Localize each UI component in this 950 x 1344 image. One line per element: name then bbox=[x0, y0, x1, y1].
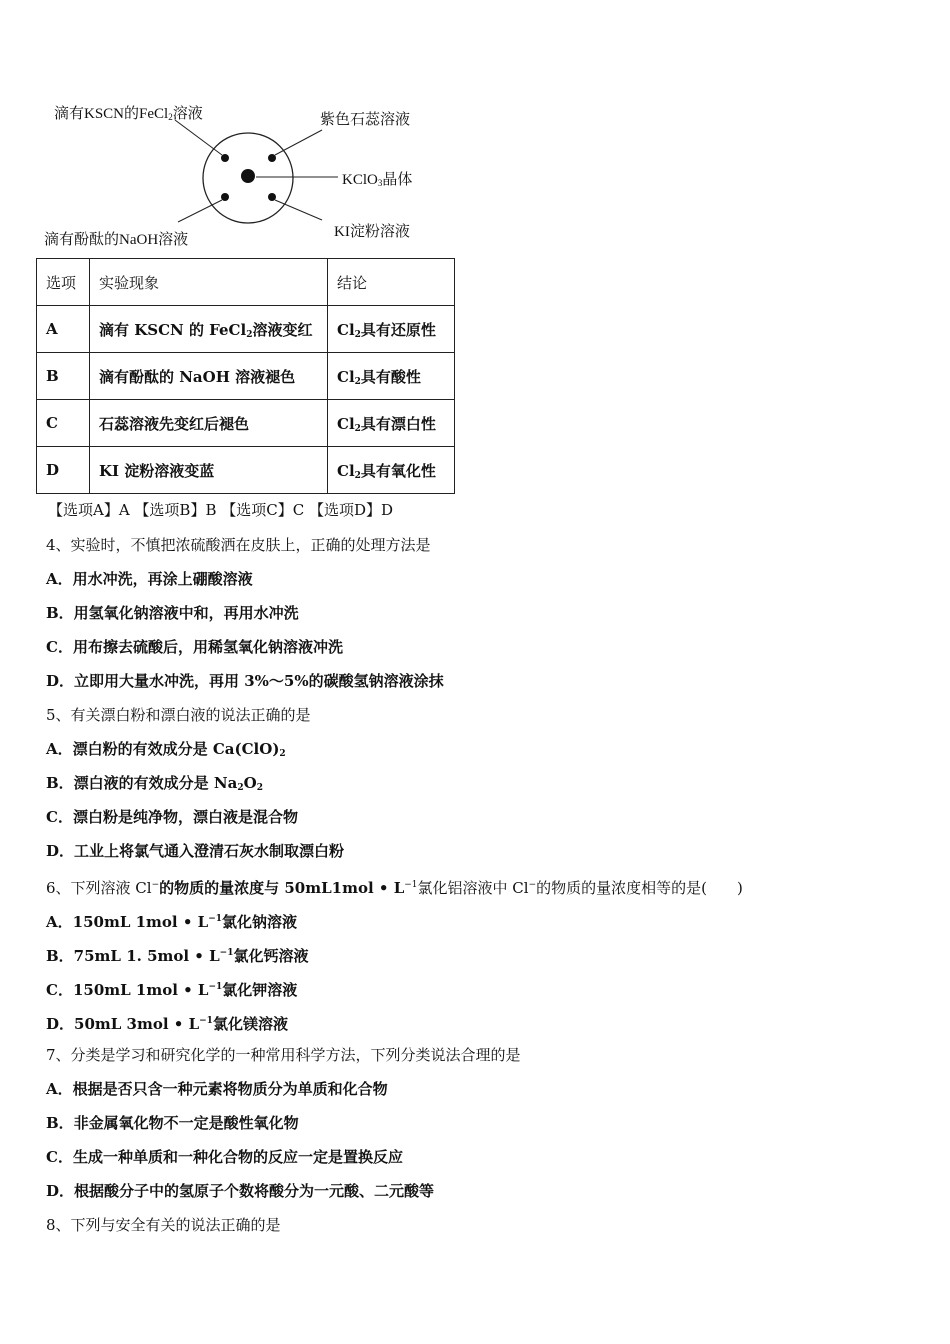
dot-top-right bbox=[268, 154, 276, 162]
leader-bottom-left bbox=[178, 200, 222, 222]
label-litmus: 紫色石蕊溶液 bbox=[320, 112, 411, 128]
q3-answer-options: 【选项A】A 【选项B】B 【选项C】C 【选项D】D bbox=[48, 501, 394, 519]
q7-option-b: B．非金属氧化物不一定是酸性氧化物 bbox=[46, 1114, 299, 1132]
dot-bottom-right bbox=[268, 193, 276, 201]
q7-option-a: A．根据是否只含一种元素将物质分为单质和化合物 bbox=[46, 1080, 388, 1098]
table-header-row bbox=[37, 259, 455, 306]
label-ki-starch: KI淀粉溶液 bbox=[334, 224, 410, 240]
q6-stem: 6、下列溶液 Cl−的物质的量浓度与 50mL1mol • $L^{-1}$氯化铝溶液中 Cl−的物质的量浓度相等的是( ) bbox=[46, 879, 743, 897]
q5-option-c: C．漂白粉是纯净物，漂白液是混合物 bbox=[46, 808, 298, 826]
table-row bbox=[37, 306, 455, 353]
row-conclusion: $Cl_2$具有漂白性 bbox=[328, 400, 455, 447]
leader-top-left bbox=[175, 120, 222, 155]
row-conclusion: $Cl_2$具有酸性 bbox=[328, 353, 455, 400]
q6-option-b: B．75mL 1. 5mol • $L^{-1}$氯化钙溶液 bbox=[46, 947, 309, 965]
q5-option-b: B．漂白液的有效成分是 $Na_2O_2$ bbox=[46, 774, 263, 793]
row-phenomenon: KI 淀粉溶液变蓝 bbox=[90, 447, 328, 494]
row-option: B bbox=[37, 353, 90, 400]
dot-bottom-left bbox=[221, 193, 229, 201]
q8-stem: 8、下列与安全有关的说法正确的是 bbox=[46, 1216, 281, 1234]
q7-option-c: C．生成一种单质和一种化合物的反应一定是置换反应 bbox=[46, 1148, 403, 1166]
dot-top-left bbox=[221, 154, 229, 162]
q4-option-b: B．用氢氧化钠溶液中和，再用水冲洗 bbox=[46, 604, 299, 622]
row-conclusion: $Cl_2$具有还原性 bbox=[328, 306, 455, 353]
q4-option-d: D．立即用大量水冲洗，再用 3%～5%的碳酸氢钠溶液涂抹 bbox=[46, 672, 444, 690]
table-row bbox=[37, 353, 455, 400]
label-fecl2: 滴有KSCN的FeCl$_2$溶液 bbox=[54, 106, 203, 122]
label-kclo3: KClO$_3$晶体 bbox=[342, 172, 413, 188]
row-phenomenon: 滴有酚酞的 NaOH 溶液褪色 bbox=[90, 353, 328, 400]
table-row bbox=[37, 447, 455, 494]
q5-option-d: D．工业上将氯气通入澄清石灰水制取漂白粉 bbox=[46, 842, 345, 860]
q7-stem: 7、分类是学习和研究化学的一种常用科学方法，下列分类说法合理的是 bbox=[46, 1046, 521, 1064]
q4-option-c: C．用布擦去硫酸后，用稀氢氧化钠溶液冲洗 bbox=[46, 638, 343, 656]
q6-option-c: C．150mL 1mol • $L^{-1}$氯化钾溶液 bbox=[46, 981, 298, 999]
label-naoh: 滴有酚酞的NaOH溶液 bbox=[44, 232, 189, 248]
q4-option-a: A．用水冲洗，再涂上硼酸溶液 bbox=[46, 570, 253, 588]
q5-option-a: A．漂白粉的有效成分是 $Ca(ClO)_2$ bbox=[46, 740, 286, 759]
row-option: D bbox=[37, 447, 90, 494]
experiment-table bbox=[36, 258, 455, 494]
leader-bottom-right bbox=[275, 200, 322, 220]
row-phenomenon: 石蕊溶液先变红后褪色 bbox=[90, 400, 328, 447]
row-option: C bbox=[37, 400, 90, 447]
q6-option-d: D．50mL 3mol • $L^{-1}$氯化镁溶液 bbox=[46, 1015, 288, 1033]
center-dot bbox=[241, 169, 255, 183]
q4-stem: 4、实验时，不慎把浓硫酸洒在皮肤上，正确的处理方法是 bbox=[46, 536, 431, 554]
leader-top-right bbox=[275, 130, 322, 155]
header-conclusion: 结论 bbox=[328, 259, 455, 306]
q6-option-a: A．150mL 1mol • $L^{-1}$氯化钠溶液 bbox=[46, 913, 298, 931]
q5-stem: 5、有关漂白粉和漂白液的说法正确的是 bbox=[46, 706, 311, 724]
q7-option-d: D．根据酸分子中的氢原子个数将酸分为一元酸、二元酸等 bbox=[46, 1182, 435, 1200]
header-phenomenon: 实验现象 bbox=[90, 259, 328, 306]
table-row bbox=[37, 400, 455, 447]
row-phenomenon: 滴有 KSCN 的 FeCl$_2$溶液变红 bbox=[90, 306, 328, 353]
experiment-diagram bbox=[40, 92, 460, 254]
row-conclusion: $Cl_2$具有氧化性 bbox=[328, 447, 455, 494]
row-option: A bbox=[37, 306, 90, 353]
header-option: 选项 bbox=[37, 259, 90, 306]
